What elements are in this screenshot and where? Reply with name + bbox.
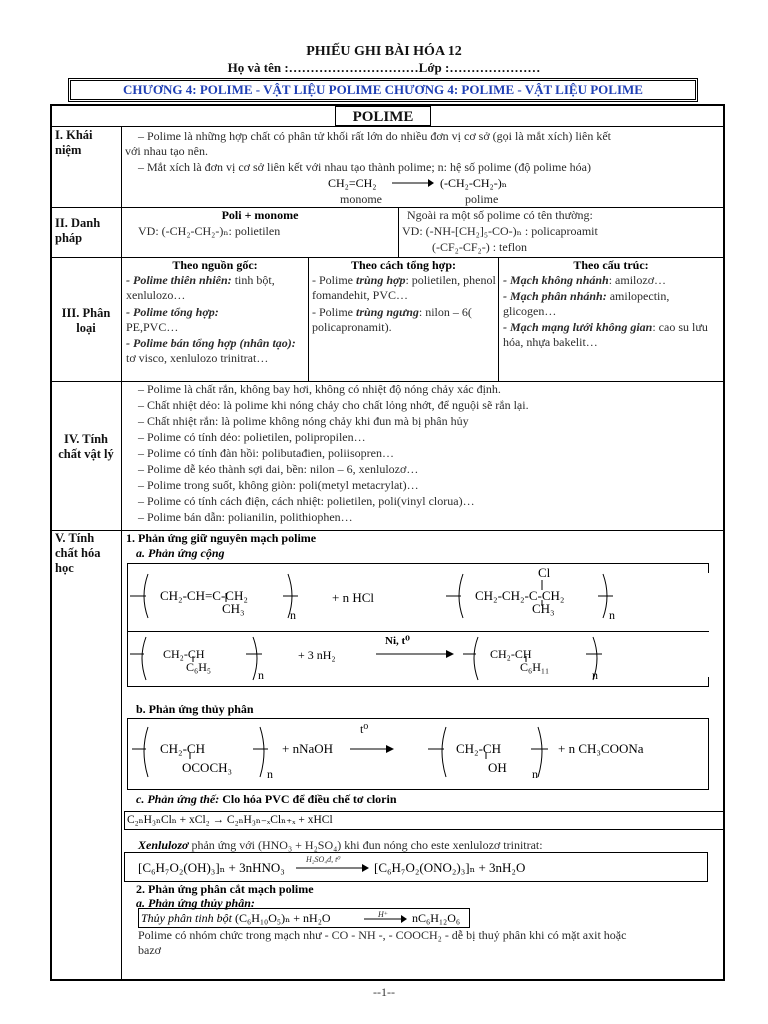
s3-col2-addition: - Polime trùng hợp: polietilen, phenol fomandehit, PVC…	[312, 273, 496, 302]
label-column-divider	[121, 126, 122, 980]
reaction-arrow-icon	[364, 914, 408, 924]
r3-product-n: n	[532, 767, 538, 781]
r6-left: Thủy phân tinh bột (C₆H₁₀O₅)ₙ + nH₂O	[141, 911, 331, 925]
r3-hydroxyl: OH	[488, 760, 507, 775]
section-5-label: V. Tính chất hóa học	[55, 531, 101, 575]
column-divider	[308, 257, 309, 381]
r1-methyl: CH₃	[222, 601, 245, 616]
s5-note: Polime có nhóm chức trong mạch như - CO - NH -, - COOCH₂ - dễ bị thuỷ phân khi có mặt axit hoặc	[138, 928, 627, 942]
s1-line1b: với nhau tạo nên.	[125, 144, 208, 158]
reaction-2-brackets-icon	[128, 632, 708, 686]
r1-n: n	[290, 608, 296, 622]
s5-heading-2: 2. Phản ứng phân cắt mạch polime	[136, 882, 314, 896]
s4-item: – Polime dễ kéo thành sợi dai, bền: nilon – 6, xenlulozơ…	[138, 462, 419, 476]
bracket-line	[708, 677, 709, 687]
s2-left-title: Poli + monome	[221, 208, 299, 222]
section-1-label: I. Khái niệm	[55, 128, 93, 157]
s4-item: – Polime có tính dẻo: polietilen, polipropilen…	[138, 430, 366, 444]
r1-product: CH₂-CH₂-C-CH₂	[475, 588, 565, 603]
s5-heading-2a: a. Phản ứng thủy phân:	[136, 896, 255, 910]
r2-h2: + 3 nH₂	[298, 648, 336, 662]
r1-product-methyl: CH₃	[532, 601, 555, 616]
r1-chlorine: Cl	[538, 565, 551, 580]
r2-product: CH₂-CH	[490, 647, 532, 661]
s3-col1-synthetic: - Polime tổng hợp: PE,PVC…	[126, 305, 219, 334]
s1-monomer-formula: CH₂=CH₂	[328, 176, 377, 190]
s2-right-line3: (-CF₂-CF₂-) : teflon	[432, 240, 528, 254]
s4-item: – Polime có tính cách điện, cách nhiệt: polietilen, poli(vinyl clorua)…	[138, 494, 475, 508]
r2-n: n	[258, 668, 264, 682]
s4-item: – Polime có tính đàn hồi: polibutađien, poliisopren…	[138, 446, 394, 460]
bracket-line	[708, 563, 709, 573]
s3-col3-branched: - Mạch phân nhánh: amilopectin, glicogen…	[503, 289, 670, 318]
r3-byproduct: + n CH₃COONa	[558, 741, 644, 756]
s2-right-line1: Ngoài ra một số polime có tên thường:	[407, 208, 593, 222]
page-number: --1--	[373, 985, 395, 999]
s3-col2-condensation: - Polime trùng ngưng: nilon – 6( policapronamit).	[312, 305, 472, 334]
r5-left: [C₆H₇O₂(OH)₃]ₙ + 3nHNO₃	[138, 860, 285, 875]
r3-naoh: + nNaOH	[282, 741, 334, 756]
s5-heading-1b: b. Phản ứng thủy phân	[136, 702, 254, 716]
page-title: PHIẾU GHI BÀI HÓA 12	[306, 44, 462, 59]
s1-polime-caption: polime	[465, 192, 499, 206]
s5-note-cont: bazơ	[138, 943, 161, 957]
s4-item: – Polime là chất rắn, không bay hơi, không có nhiệt độ nóng chảy xác định.	[138, 382, 501, 396]
s1-polymer-formula: (-CH₂-CH₂-)ₙ	[440, 176, 507, 190]
r5-condition: H₂SO₄đ, t⁰	[306, 855, 341, 864]
s3-col3-network: - Mạch mạng lưới không gian: cao su lưu hóa, nhựa bakelit…	[503, 320, 708, 349]
s1-line1: – Polime là những hợp chất có phân tử khối rất lớn do nhiều đơn vị cơ sở (gọi là mắt xích) liên kết	[138, 129, 611, 143]
r4-equation: C₂ₙH₃ₙClₙ + xCl₂ → C₂ₙH₃ₙ₋ₓClₙ₊ₓ + xHCl	[127, 814, 333, 826]
s5-heading-1a: a. Phản ứng cộng	[136, 546, 225, 560]
r2-cyclohexyl: C₆H₁₁	[520, 660, 550, 674]
r2-phenyl: C₆H₅	[186, 660, 212, 674]
row-divider	[51, 126, 724, 127]
column-divider	[498, 257, 499, 381]
s3-col3-head: Theo cấu trúc:	[573, 258, 649, 272]
s2-left-example: VD: (-CH₂-CH₂-)ₙ: polietilen	[138, 224, 281, 238]
r3-reactant: CH₂-CH	[160, 741, 205, 756]
reaction-arrow-icon	[296, 862, 370, 874]
r6-condition: H⁺	[378, 910, 388, 919]
section-title-box: POLIME	[335, 106, 431, 126]
r1-hcl: + n HCl	[332, 590, 375, 605]
section-2-label: II. Danh pháp	[55, 216, 101, 245]
r2-reactant: CH₂-CH	[163, 647, 205, 661]
s1-monome-caption: monome	[340, 192, 382, 206]
s3-col1-natural: - Polime thiên nhiên: tinh bột, xenlulozo…	[126, 273, 275, 302]
section-3-label: III. Phân loại	[61, 306, 111, 335]
r3-condition: t⁰	[360, 722, 369, 736]
r5-right: [C₆H₇O₂(ONO₂)₃]ₙ + 3nH₂O	[374, 860, 526, 875]
column-divider	[398, 207, 399, 257]
r2-product-n: n	[592, 668, 598, 682]
s4-item: – Chất nhiệt dẻo: là polime khi nóng chảy cho chất lỏng nhớt, để nguội sẽ rắn lại.	[138, 398, 529, 412]
s5-heading-1c: c. Phản ứng thế: Clo hóa PVC để điều chế tơ clorin	[136, 792, 397, 806]
s3-col3-linear: - Mạch không nhánh: amilozơ…	[503, 273, 667, 287]
r3-product: CH₂-CH	[456, 741, 501, 756]
s1-line2: – Mắt xích là đơn vị cơ sở liên kết với nhau tạo thành polime; n: hệ số polime (độ polime hóa)	[138, 160, 591, 174]
s5-cellulose-line: Xenlulozơ phản ứng với (HNO₃ + H₂SO₄) khi đun nóng cho este xenlulozơ trinitrat:	[138, 838, 543, 852]
s3-col2-head: Theo cách tổng hợp:	[351, 258, 456, 272]
name-class-line: Họ và tên :…………………………Lớp :…………………	[227, 60, 541, 75]
reaction-arrow-icon	[390, 176, 435, 190]
s5-heading-1: 1. Phản ứng giữ nguyên mạch polime	[126, 531, 317, 545]
section-4-label: IV. Tính chất vật lý	[58, 432, 114, 461]
r3-acetate: OCOCH₃	[182, 760, 233, 775]
chapter-banner: CHƯƠNG 4: POLIME - VẬT LIỆU POLIME CHƯƠNG 4: POLIME - VẬT LIỆU POLIME	[68, 78, 698, 102]
s3-col1-head: Theo nguồn gốc:	[172, 258, 258, 272]
s4-item: – Chất nhiệt rắn: là polime không nóng chảy khi đun mà bị phân hủy	[138, 414, 469, 428]
r3-n: n	[267, 767, 273, 781]
s2-right-line2: VD: (-NH-[CH₂]₅-CO-)ₙ : policaproamit	[402, 224, 598, 238]
r1-reactant: CH₂-CH=C-CH₂	[160, 588, 248, 603]
s3-col1-semisynthetic: - Polime bán tổng hợp (nhân tạo): tơ visco, xenlulozo trinitrat…	[126, 336, 296, 365]
r1-product-n: n	[609, 608, 615, 622]
s4-item: – Polime bán dẫn: polianilin, polithiophen…	[138, 510, 353, 524]
r6-right: nC₆H₁₂O₆	[412, 911, 461, 925]
s4-item: – Polime trong suốt, không giòn: poli(metyl metacrylat)…	[138, 478, 419, 492]
r2-condition: Ni, t⁰	[385, 635, 410, 647]
